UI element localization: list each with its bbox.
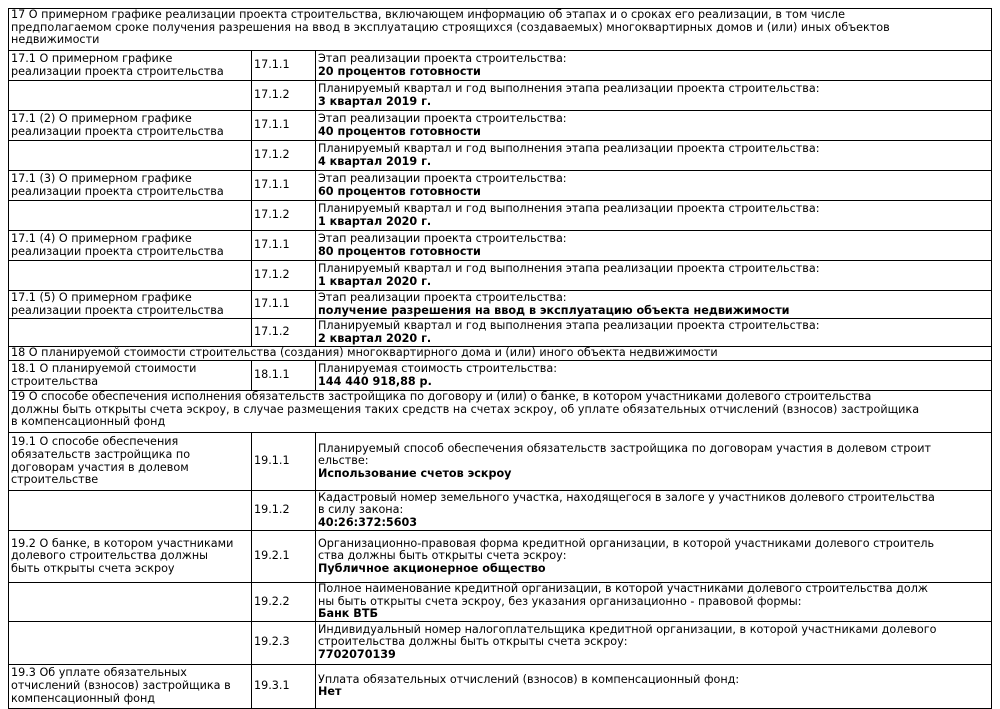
- item-code: 17.1.2: [252, 261, 316, 291]
- section-header: 18 О планируемой стоимости строительства (создания) многоквартирного дома и (или) иного объекта недвижимости: [9, 347, 992, 361]
- subsection-title: [9, 141, 252, 171]
- table-row: [9, 201, 992, 231]
- subsection-title: [9, 261, 252, 291]
- item-label: Планируемый квартал и год выполнения этапа реализации проекта строительства:: [318, 261, 820, 275]
- item-cell: [316, 201, 992, 231]
- item-cell: [316, 319, 992, 347]
- table-row: [9, 171, 992, 201]
- item-cell: [316, 261, 992, 291]
- item-code: 19.3.1: [252, 664, 316, 708]
- item-value: Банк ВТБ: [318, 607, 378, 621]
- subsection-title: [9, 201, 252, 231]
- item-code: 19.2.1: [252, 531, 316, 583]
- item-code: 17.1.2: [252, 319, 316, 347]
- item-label: Планируемый способ обеспечения обязательств застройщика по договорам участия в долевом строит ельстве:: [318, 441, 932, 468]
- item-label: Планируемая стоимость строительства:: [318, 361, 557, 375]
- item-cell: [316, 51, 992, 81]
- item-value: 40:26:372:5603: [318, 515, 418, 529]
- subsection-title: [9, 491, 252, 531]
- item-cell: [316, 583, 992, 622]
- item-cell: [316, 491, 992, 531]
- section-header: 17 О примерном графике реализации проекта строительства, включающем информацию об этапах и о сроках его реализации, в том числе предполагаемом сроке получения разрешения на ввод в эксплуатацию строящихся (создаваемых) многоквартирных домов и (или) иных объектов недвижимости: [9, 9, 992, 51]
- section-header: 19 О способе обеспечения исполнения обязательств застройщика по договору и (или) о банке, в котором участниками долевого строительства должны быть открыты счета эскроу, в случае размещения таких средств на счетах эскроу, об уплате обязательных отчислений (взносов) застройщика в компенсационный фонд: [9, 391, 992, 433]
- item-code: 17.1.2: [252, 141, 316, 171]
- item-label: Полное наименование кредитной организации, в которой участниками долевого строительства долж ны быть открыты счета эскроу, без указания организационно - правовой формы:: [318, 582, 928, 608]
- item-code: 19.2.2: [252, 583, 316, 622]
- item-code: 19.2.3: [252, 621, 316, 664]
- item-code: 19.1.1: [252, 433, 316, 491]
- subsection-title: [9, 81, 252, 111]
- item-value: 7702070139: [318, 648, 396, 662]
- item-label: Планируемый квартал и год выполнения этапа реализации проекта строительства:: [318, 318, 820, 332]
- item-label: Организационно-правовая форма кредитной организации, в которой участниками долевого строитель ства должны быть открыты счета эскроу:: [318, 536, 935, 563]
- item-cell: [316, 141, 992, 171]
- subsection-title: 17.1 (5) О примерном графике реализации проекта строительства: [9, 291, 252, 319]
- item-value: Публичное акционерное общество: [318, 561, 546, 575]
- item-label: Планируемый квартал и год выполнения этапа реализации проекта строительства:: [318, 81, 820, 95]
- item-cell: [316, 291, 992, 319]
- subsection-title: 19.2 О банке, в котором участниками долевого строительства должны быть открыты счета эскроу: [9, 531, 252, 583]
- item-value: 40 процентов готовности: [318, 124, 481, 138]
- table-row: [9, 491, 992, 531]
- item-cell: [316, 81, 992, 111]
- item-code: 17.1.1: [252, 111, 316, 141]
- table-row: [9, 81, 992, 111]
- item-code: 18.1.1: [252, 361, 316, 391]
- item-value: Нет: [318, 685, 342, 699]
- item-cell: [316, 231, 992, 261]
- table-row: [9, 51, 992, 81]
- table-row: [9, 291, 992, 319]
- item-value: 1 квартал 2020 г.: [318, 214, 432, 228]
- item-label: Этап реализации проекта строительства:: [318, 111, 567, 125]
- item-label: Уплата обязательных отчислений (взносов) в компенсационный фонд:: [318, 672, 740, 686]
- item-label: Планируемый квартал и год выполнения этапа реализации проекта строительства:: [318, 201, 820, 215]
- item-code: 17.1.1: [252, 231, 316, 261]
- item-code: 17.1.1: [252, 51, 316, 81]
- item-label: Этап реализации проекта строительства:: [318, 231, 567, 245]
- item-code: 19.1.2: [252, 491, 316, 531]
- project-declaration-table: [8, 8, 992, 709]
- table-row: [9, 583, 992, 622]
- table-row: [9, 111, 992, 141]
- item-cell: [316, 171, 992, 201]
- table-row: [9, 361, 992, 391]
- item-value: 60 процентов готовности: [318, 184, 481, 198]
- item-cell: [316, 361, 992, 391]
- item-cell: [316, 621, 992, 664]
- item-label: Этап реализации проекта строительства:: [318, 290, 567, 304]
- subsection-title: [9, 621, 252, 664]
- item-value: 20 процентов готовности: [318, 64, 481, 78]
- item-value: 2 квартал 2020 г.: [318, 331, 432, 345]
- item-cell: [316, 664, 992, 708]
- subsection-title: 17.1 (2) О примерном графике реализации проекта строительства: [9, 111, 252, 141]
- table-row: [9, 141, 992, 171]
- item-value: Использование счетов эскроу: [318, 466, 512, 480]
- item-value: 3 квартал 2019 г.: [318, 94, 432, 108]
- item-value: 1 квартал 2020 г.: [318, 274, 432, 288]
- item-label: Этап реализации проекта строительства:: [318, 51, 567, 65]
- item-code: 17.1.1: [252, 171, 316, 201]
- item-label: Индивидуальный номер налогоплательщика кредитной организации, в которой участниками долевого строительства должны быть открыты счета эскроу:: [318, 622, 937, 649]
- section-header-row: [9, 347, 992, 361]
- item-code: 17.1.2: [252, 81, 316, 111]
- table-row: [9, 531, 992, 583]
- subsection-title: 18.1 О планируемой стоимости строительства: [9, 361, 252, 391]
- item-label: Кадастровый номер земельного участка, находящегося в залоге у участников долевого строительства в силу закона:: [318, 490, 935, 517]
- item-value: получение разрешения на ввод в эксплуатацию объекта недвижимости: [318, 303, 790, 317]
- section-header-row: [9, 391, 992, 433]
- table-row: [9, 231, 992, 261]
- item-value: 4 квартал 2019 г.: [318, 154, 432, 168]
- item-label: Этап реализации проекта строительства:: [318, 171, 567, 185]
- subsection-title: 19.3 Об уплате обязательных отчислений (взносов) застройщика в компенсационный фонд: [9, 664, 252, 708]
- subsection-title: 17.1 (4) О примерном графике реализации проекта строительства: [9, 231, 252, 261]
- item-value: 144 440 918,88 р.: [318, 374, 432, 388]
- table-row: [9, 621, 992, 664]
- item-cell: [316, 531, 992, 583]
- item-cell: [316, 433, 992, 491]
- item-value: 80 процентов готовности: [318, 244, 481, 258]
- section-header-row: [9, 9, 992, 51]
- table-row: [9, 664, 992, 708]
- item-cell: [316, 111, 992, 141]
- item-label: Планируемый квартал и год выполнения этапа реализации проекта строительства:: [318, 141, 820, 155]
- item-code: 17.1.2: [252, 201, 316, 231]
- subsection-title: [9, 319, 252, 347]
- table-row: [9, 319, 992, 347]
- subsection-title: 19.1 О способе обеспечения обязательств застройщика по договорам участия в долевом строительстве: [9, 433, 252, 491]
- subsection-title: 17.1 (3) О примерном графике реализации проекта строительства: [9, 171, 252, 201]
- item-code: 17.1.1: [252, 291, 316, 319]
- table-row: [9, 433, 992, 491]
- subsection-title: 17.1 О примерном графике реализации проекта строительства: [9, 51, 252, 81]
- subsection-title: [9, 583, 252, 622]
- table-row: [9, 261, 992, 291]
